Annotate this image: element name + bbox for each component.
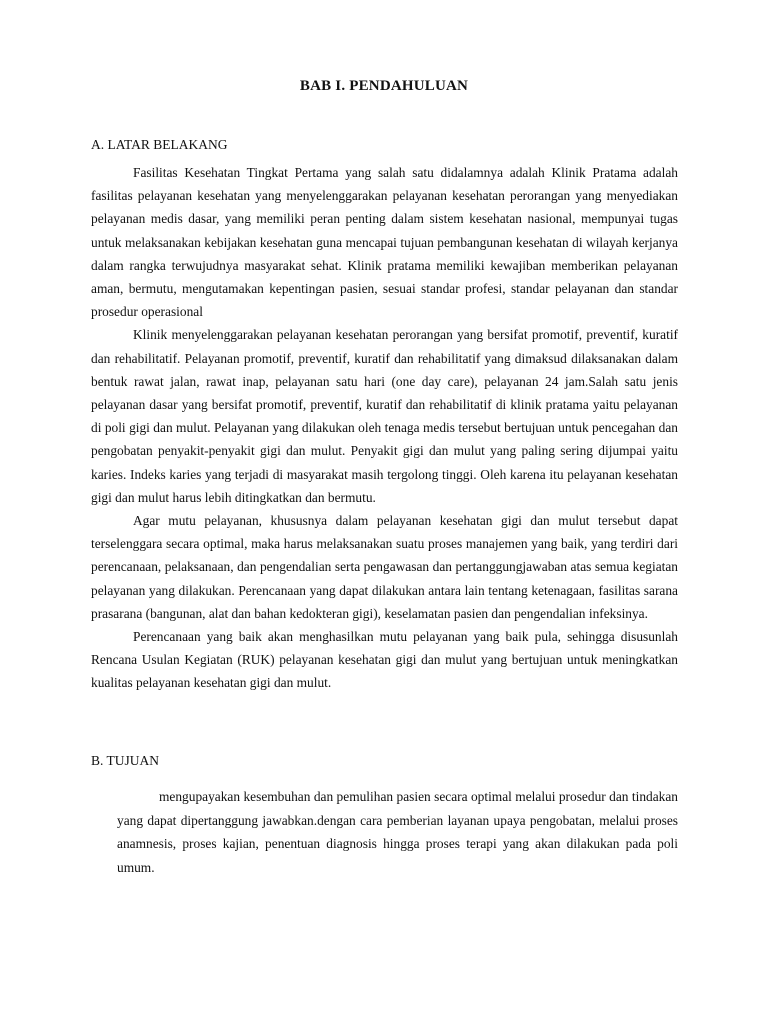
paragraph: Perencanaan yang baik akan menghasilkan mutu pelayanan yang baik pula, sehingga disusunlah Rencana Usulan Kegiatan (RUK) pelayanan kesehatan gigi dan mulut yang bertujuan untuk meningkatkan kualitas pelayanan kesehatan gigi dan mulut. [91,629,678,691]
section-heading-tujuan: B. TUJUAN [91,753,160,768]
section-body-tujuan [117,785,678,879]
paragraph: Fasilitas Kesehatan Tingkat Pertama yang salah satu didalamnya adalah Klinik Pratama adalah fasilitas pelayanan kesehatan yang menyelenggarakan pelayanan kesehatan perorangan yang menyediakan pelayanan medis dasar, yang memiliki peran penting dalam sistem kesehatan nasional, mempunyai tugas untuk melaksanakan kebijakan kesehatan guna mencapai tujuan pembangunan kesehatan di wilayah kerjanya dalam rangka terwujudnya masyarakat sehat. Klinik pratama memiliki kewajiban memberikan pelayanan aman, bermutu, mengutamakan kepentingan pasien, sesuai standar profesi, standar pelayanan dan standar prosedur operasional [91,165,678,320]
document-title: BAB I. PENDAHULUAN [299,78,469,94]
paragraph: Klinik menyelenggarakan pelayanan kesehatan perorangan yang bersifat promotif, preventif, kuratif dan rehabilitatif. Pelayanan promotif, preventif, kuratif dan rehabilitatif yang dimaksud dilaksanakan dalam bentuk rawat jalan, rawat inap, pelayanan satu hari (one day care), pelayanan 24 jam.Salah satu jenis pelayanan dasar yang bersifat promotif, preventif, kuratif dan rehabilitatif di klinik pratama yaitu pelayanan di poli gigi dan mulut. Pelayanan yang dilakukan oleh tenaga medis tersebut bertujuan untuk pencegahan dan pengobatan penyakit-penyakit gigi dan mulut. Penyakit gigi dan mulut yang paling sering dijumpai yaitu karies. Indeks karies yang terjadi di masyarakat masih tergolong tinggi. Oleh karena itu pelayanan kesehatan gigi dan mulut harus lebih ditingkatkan dan bermutu. [91,327,678,505]
paragraph: Agar mutu pelayanan, khususnya dalam pelayanan kesehatan gigi dan mulut tersebut dapat terselenggara secara optimal, maka harus melaksanakan suatu proses manajemen yang baik, yang terdiri dari perencanaan, pelaksanaan, dan pengendalian serta pengawasan dan pertanggungjawaban atas semua kegiatan pelayanan yang dilakukan. Perencanaan yang dapat dilakukan antara lain tentang ketenagaan, fasilitas sarana prasarana (bangunan, alat dan bahan kedokteran gigi), keselamatan pasien dan pengendalian infeksinya. [91,513,678,621]
section-body-latar-belakang [91,161,678,695]
section-heading-latar-belakang: A. LATAR BELAKANG [91,137,228,152]
paragraph: mengupayakan kesembuhan dan pemulihan pasien secara optimal melalui prosedur dan tindakan yang dapat dipertanggung jawabkan.dengan cara pemberian layanan upaya pengobatan, melalui proses anamnesis, proses kajian, penentuan diagnosis hingga proses terapi yang akan dilakukan pada poli umum. [117,789,678,875]
